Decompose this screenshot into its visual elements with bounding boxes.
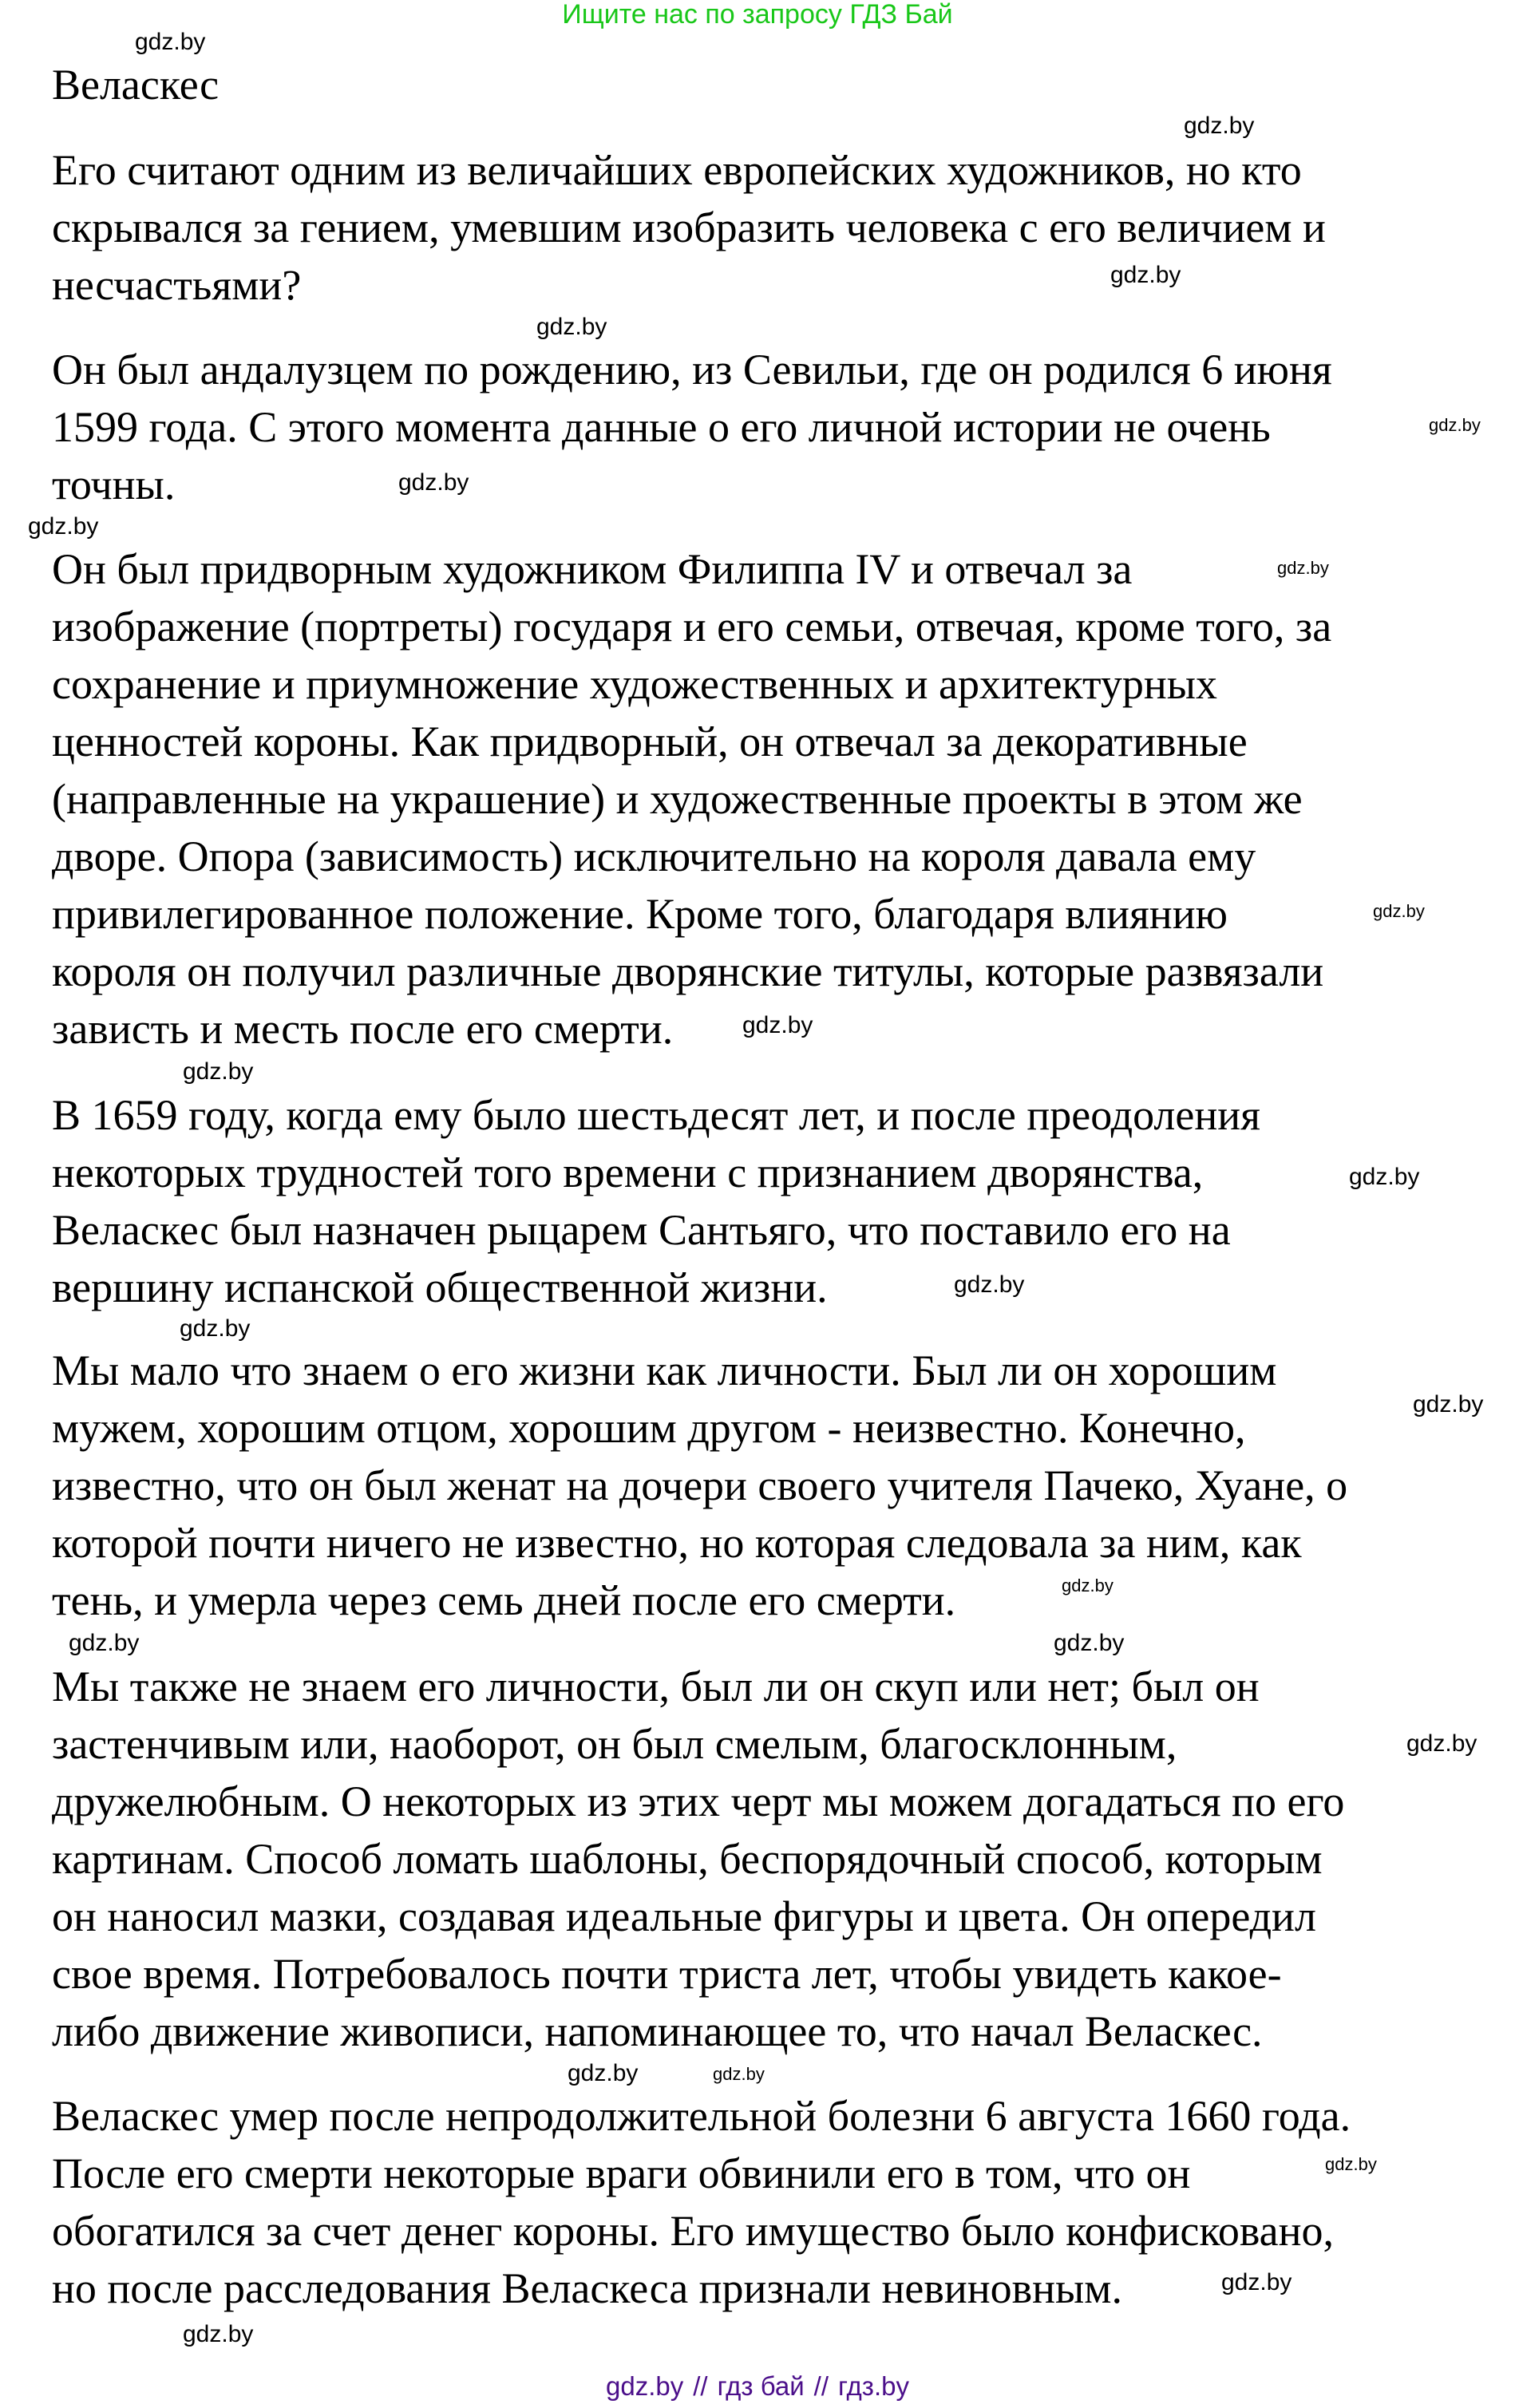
text-line: Веласкес умер после непродолжительной болезни 6 августа 1660 года. — [52, 2092, 1351, 2140]
text-line: обогатился за счет денег короны. Его имущество было конфисковано, — [52, 2207, 1335, 2255]
watermark: gdz.by — [1373, 901, 1425, 921]
watermark: gdz.by — [536, 314, 607, 340]
watermark: gdz.by — [1062, 1576, 1114, 1595]
text-line: сохранение и приумножение художественных и архитектурных — [52, 660, 1218, 708]
footer-link-gdz-by-cyr[interactable]: гдз.by — [838, 2371, 909, 2401]
footer-separator: // — [813, 2371, 829, 2401]
text-line: ценностей короны. Как придворный, он отвечал за декоративные — [52, 718, 1248, 765]
footer-link-gdz-bai[interactable]: гдз бай — [717, 2371, 805, 2401]
watermark: gdz.by — [135, 29, 206, 55]
paragraph-5 — [52, 1342, 1347, 1629]
text-line: картинам. Способ ломать шаблоны, беспорядочный способ, которым — [52, 1835, 1323, 1883]
text-line: Веласкес был назначен рыцарем Сантьяго, что поставило его на — [52, 1206, 1231, 1254]
text-line: привилегированное положение. Кроме того, благодаря влиянию — [52, 890, 1228, 938]
text-line: короля он получил различные дворянские титулы, которые развязали — [52, 947, 1324, 995]
text-line: но после расследования Веласкеса признали невиновным. — [52, 2264, 1122, 2312]
paragraph-7 — [52, 2087, 1351, 2317]
text-line: (направленные на украшение) и художественные проекты в этом же — [52, 775, 1303, 823]
watermark: gdz.by — [28, 513, 99, 540]
watermark: gdz.by — [1349, 1164, 1420, 1190]
watermark: gdz.by — [713, 2064, 765, 2084]
text-line: мужем, хорошим отцом, хорошим другом - неизвестно. Конечно, — [52, 1404, 1246, 1452]
text-line: несчастьями? — [52, 261, 302, 309]
footer-separator: // — [693, 2371, 708, 2401]
text-line: либо движение живописи, напоминающее то, что начал Веласкес. — [52, 2007, 1263, 2055]
watermark: gdz.by — [183, 2321, 254, 2347]
text-line: Мы мало что знаем о его жизни как личности. Был ли он хорошим — [52, 1346, 1277, 1394]
text-line: он наносил мазки, создавая идеальные фигуры и цвета. Он опередил — [52, 1892, 1316, 1940]
watermark: gdz.by — [1429, 415, 1481, 435]
text-line: зависть и месть после его смерти. — [52, 1005, 674, 1053]
text-line: которой почти ничего не известно, но которая следовала за ним, как — [52, 1519, 1302, 1567]
page-title: Веласкес — [52, 61, 220, 109]
watermark: gdz.by — [180, 1315, 251, 1342]
watermark: gdz.by — [1406, 1730, 1477, 1757]
text-line: свое время. Потребовалось почти триста лет, чтобы увидеть какое- — [52, 1950, 1282, 1998]
text-line: точны. — [52, 461, 176, 508]
text-line: Его считают одним из величайших европейских художников, но кто — [52, 146, 1302, 194]
text-line: изображение (портреты) государя и его семьи, отвечая, кроме того, за — [52, 603, 1332, 650]
watermark: gdz.by — [1221, 2269, 1292, 2295]
footer-link-gdz-by[interactable]: gdz.by — [606, 2371, 684, 2401]
text-line: некоторых трудностей того времени с признанием дворянства, — [52, 1149, 1204, 1196]
watermark: gdz.by — [1054, 1630, 1125, 1656]
watermark: gdz.by — [183, 1058, 254, 1085]
text-line: Он был андалузцем по рождению, из Севильи, где он родился 6 июня — [52, 346, 1332, 393]
watermark: gdz.by — [398, 469, 469, 496]
watermark: gdz.by — [1413, 1391, 1484, 1418]
watermark: gdz.by — [1184, 113, 1255, 139]
watermark: gdz.by — [954, 1271, 1025, 1298]
text-line: дворе. Опора (зависимость) исключительно на короля давала ему — [52, 832, 1256, 880]
paragraph-6 — [52, 1658, 1344, 2060]
text-line: скрывался за гением, умевшим изобразить человека с его величием и — [52, 204, 1326, 251]
watermark: gdz.by — [1110, 262, 1181, 288]
text-line: После его смерти некоторые враги обвинили его в том, что он — [52, 2149, 1191, 2197]
paragraph-4 — [52, 1086, 1260, 1316]
text-line: Он был придворным художником Филиппа IV и отвечал за — [52, 545, 1133, 593]
paragraph-2 — [52, 341, 1332, 513]
footer-links — [0, 2370, 1515, 2402]
text-line: застенчивым или, наоборот, он был смелым, благосклонным, — [52, 1720, 1177, 1768]
text-line: 1599 года. С этого момента данные о его личной истории не очень — [52, 403, 1271, 451]
paragraph-3 — [52, 540, 1331, 1058]
text-line: Мы также не знаем его личности, был ли он скуп или нет; был он — [52, 1663, 1260, 1710]
text-line: дружелюбным. О некоторых из этих черт мы можем догадаться по его — [52, 1777, 1345, 1825]
text-line: вершину испанской общественной жизни. — [52, 1263, 828, 1311]
watermark: gdz.by — [568, 2060, 639, 2086]
text-line: В 1659 году, когда ему было шестьдесят лет, и после преодоления — [52, 1091, 1260, 1139]
header-banner[interactable]: Ищите нас по запросу ГДЗ Бай — [562, 0, 953, 30]
watermark: gdz.by — [1325, 2154, 1377, 2174]
watermark: gdz.by — [1277, 558, 1329, 578]
watermark: gdz.by — [742, 1012, 813, 1038]
text-line: известно, что он был женат на дочери своего учителя Пачеко, Хуане, о — [52, 1461, 1348, 1509]
watermark: gdz.by — [69, 1630, 140, 1656]
text-line: тень, и умерла через семь дней после его смерти. — [52, 1576, 956, 1624]
